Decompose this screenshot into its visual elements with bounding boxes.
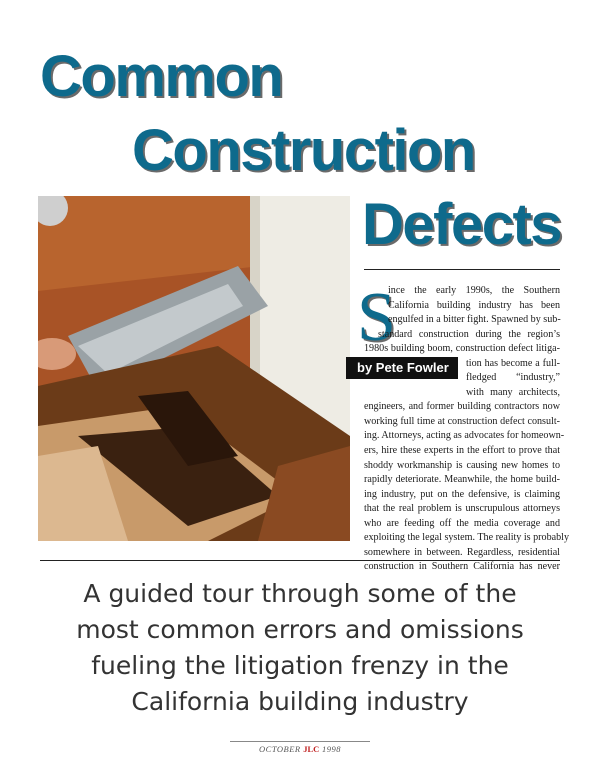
body-line: shoddy workmanship is causing new homes to [364, 459, 560, 471]
body-line: that the real problem is unscrupulous attorneys [364, 503, 560, 515]
body-text-line4 [378, 328, 560, 343]
body-line: tion has become a full- [466, 357, 560, 369]
footer-brand: JLC [303, 744, 320, 754]
body-text-line5 [364, 342, 560, 357]
body-text-main [364, 400, 570, 575]
body-line: construction in Southern California has never [364, 561, 560, 573]
title-word-common: Common [40, 44, 283, 109]
body-line: ince the early 1990s, the Southern [388, 285, 560, 296]
body-line: with many architects, [466, 386, 560, 398]
body-line: working full time at construction defect consult- [364, 415, 560, 427]
tagline-line: California building industry [131, 687, 469, 716]
body-line: exploiting the legal system. The reality is probably [364, 532, 570, 544]
drop-cap: S [357, 279, 396, 356]
tagline-line: most common errors and omissions [76, 615, 524, 644]
body-text-intro [388, 284, 560, 328]
body-line: fledged “industry,” [466, 372, 560, 384]
rotted-wood-sill-photo [38, 196, 350, 541]
body-line: 1980s building boom, construction defect litiga- [364, 343, 560, 355]
body-line: ing industry, put on the defensive, is claiming [364, 488, 560, 500]
page-footer [230, 741, 370, 754]
body-line: engulfed in a bitter fight. Spawned by sub- [388, 314, 561, 326]
tagline [40, 576, 560, 720]
tagline-line: A guided tour through some of the [83, 579, 517, 608]
footer-year: 1998 [321, 744, 341, 754]
column-top-rule [364, 269, 560, 270]
tagline-line: fueling the litigation frenzy in the [91, 651, 509, 680]
body-line: engineers, and former building contractors now [364, 401, 560, 413]
body-line: ers, hire these experts in the effort to prove that [364, 445, 560, 457]
body-text-beside-byline [466, 357, 560, 401]
byline: by Pete Fowler [346, 357, 458, 379]
body-line: California building industry has been [388, 299, 560, 311]
footer-month: OCTOBER [259, 744, 301, 754]
title-word-defects: Defects [362, 192, 562, 257]
body-line: standard construction during the region’s [378, 328, 560, 340]
body-line: somewhere in between. Regardless, residential [364, 546, 560, 558]
body-line: rapidly deteriorate. Meanwhile, the home build- [364, 474, 560, 486]
section-divider-rule [40, 560, 560, 561]
title-word-construction: Construction [132, 118, 475, 183]
body-line: who are feeding off the media coverage and [364, 517, 560, 529]
body-line: ing. Attorneys, acting as advocates for homeown- [364, 430, 565, 442]
